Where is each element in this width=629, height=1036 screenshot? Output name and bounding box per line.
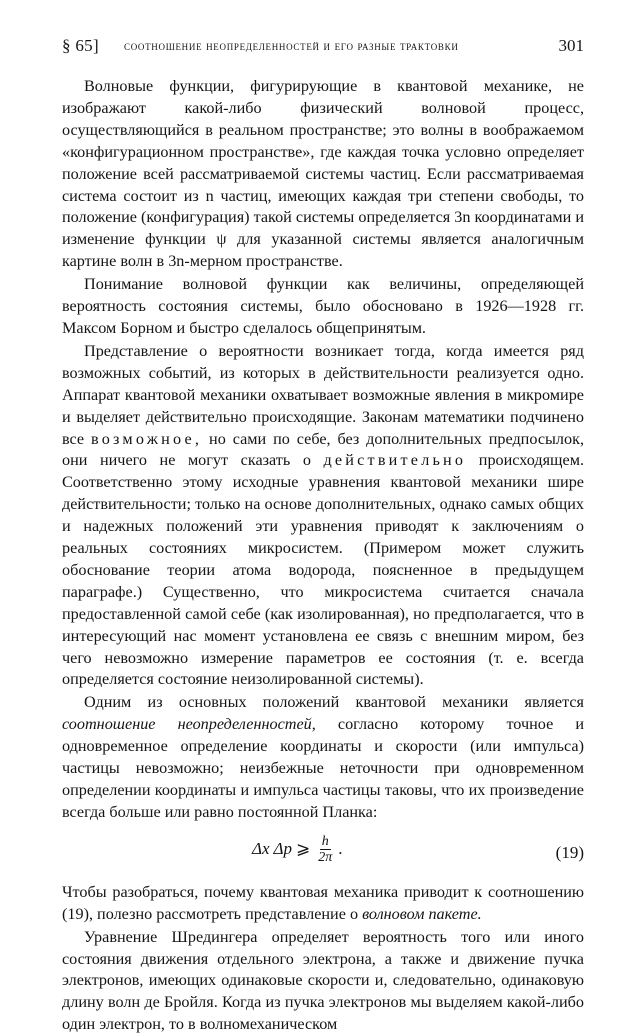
formula-period: . <box>338 839 343 859</box>
paragraph-3-text-b: но сами по себе, без дополнительных предпосылок, они ничего не могут сказать о <box>62 429 584 470</box>
paragraph-4 <box>62 692 584 823</box>
paragraph-5-text-a: Чтобы разобраться, почему квантовая механика приводит к соотношению (19), полезно рассмотреть представление о <box>62 882 584 923</box>
paragraph-4-text-a: Одним из основных положений квантовой механики является <box>84 693 584 712</box>
term-uncertainty-relation: соотношение неопределенностей, <box>62 715 316 734</box>
formula-delta-x: Δx <box>252 839 270 859</box>
section-number: § 65] <box>62 36 99 55</box>
formula-relation: ⩾ <box>296 839 311 859</box>
emphasis-actually: действительно <box>323 451 467 470</box>
paragraph-4-text-b: согласно которому точное и одновременное определение координаты и скорости (или импульса) частицы невозможно; неизбежные неточности при одновременном определении координаты и импульса частицы таковы, что их произведение всегда больше или равно постоянной Планка: <box>62 715 584 821</box>
fraction-numerator: h <box>321 833 329 849</box>
paragraph-3-text-a: Представление о вероятности возникает тогда, когда имеется ряд возможных событий, из которых в действительности реализуется одно. Аппарат квантовой механики охватывает возможные явления в микромире и выделяет действительно происходящие. Законам математики подчинено все <box>62 341 584 448</box>
paragraph-3 <box>62 341 584 692</box>
fraction-denominator: 2π <box>318 849 333 865</box>
chapter-title: соотношение неопределенностей и его разные трактовки <box>124 39 459 53</box>
equation-19 <box>62 830 584 874</box>
paragraph-3-text-c: происходящем. Соответственно этому исходные уравнения квантовой механики шире действительности; только на основе дополнительных, однако самых общих и надежных положений эти уравнения приводят к заключениям о реальных состояниях микросистем. (Примером может служить обоснование теории атома водорода, поясненное в предыдущем параграфе.) Существенно, что микросистема считается сначала предоставленной самой себе (как изолированная), но предполагается, что в интересующий нас момент установлена ее связь с внешним миром, без чего невозможно измерение параметров ее состояния (т. е. всегда определяется состояние неизолированной системы). <box>62 451 584 689</box>
running-head <box>62 36 584 60</box>
uncertainty-formula <box>252 834 343 865</box>
page-number: 301 <box>558 36 584 55</box>
equation-number: (19) <box>555 842 584 862</box>
formula-delta-p: Δp <box>273 839 293 859</box>
term-wave-packet: волновом пакете. <box>362 904 482 923</box>
paragraph-6: Уравнение Шредингера определяет вероятность того или иного состояния движения отдельного электрона, а также и движение пучка электронов, имеющих одинаковые скорости и, следовательно, одинаковую длину волн де Бройля. Когда из пучка электронов мы выделяем какой-либо один электрон, то в волномеханическом <box>62 927 584 1034</box>
formula-fraction <box>316 834 334 865</box>
paragraph-5 <box>62 882 584 926</box>
emphasis-possible: возможное, <box>91 429 203 448</box>
paragraph-2: Понимание волновой функции как величины, определяющей вероятность состояния системы, было обосновано в 1926—1928 гг. Максом Борном и быстро сделалось общепринятым. <box>62 275 584 337</box>
paragraph-1: Волновые функции, фигурирующие в квантовой механике, не изображают какой-либо физический волновой процесс, осуществляющийся в реальном пространстве; это волны в воображаемом «конфигурационном пространстве», где каждая точка условно определяет положение всей рассматриваемой системы частиц. Если рассматриваемая система состоит из n частиц, имеющих каждая три степени свободы, то положение (конфигурация) такой системы определяется 3n координатами и изменение функции ψ для указанной системы является аналогичным картине волн в 3n-мерном пространстве. <box>62 77 584 271</box>
body-text <box>62 76 584 1036</box>
